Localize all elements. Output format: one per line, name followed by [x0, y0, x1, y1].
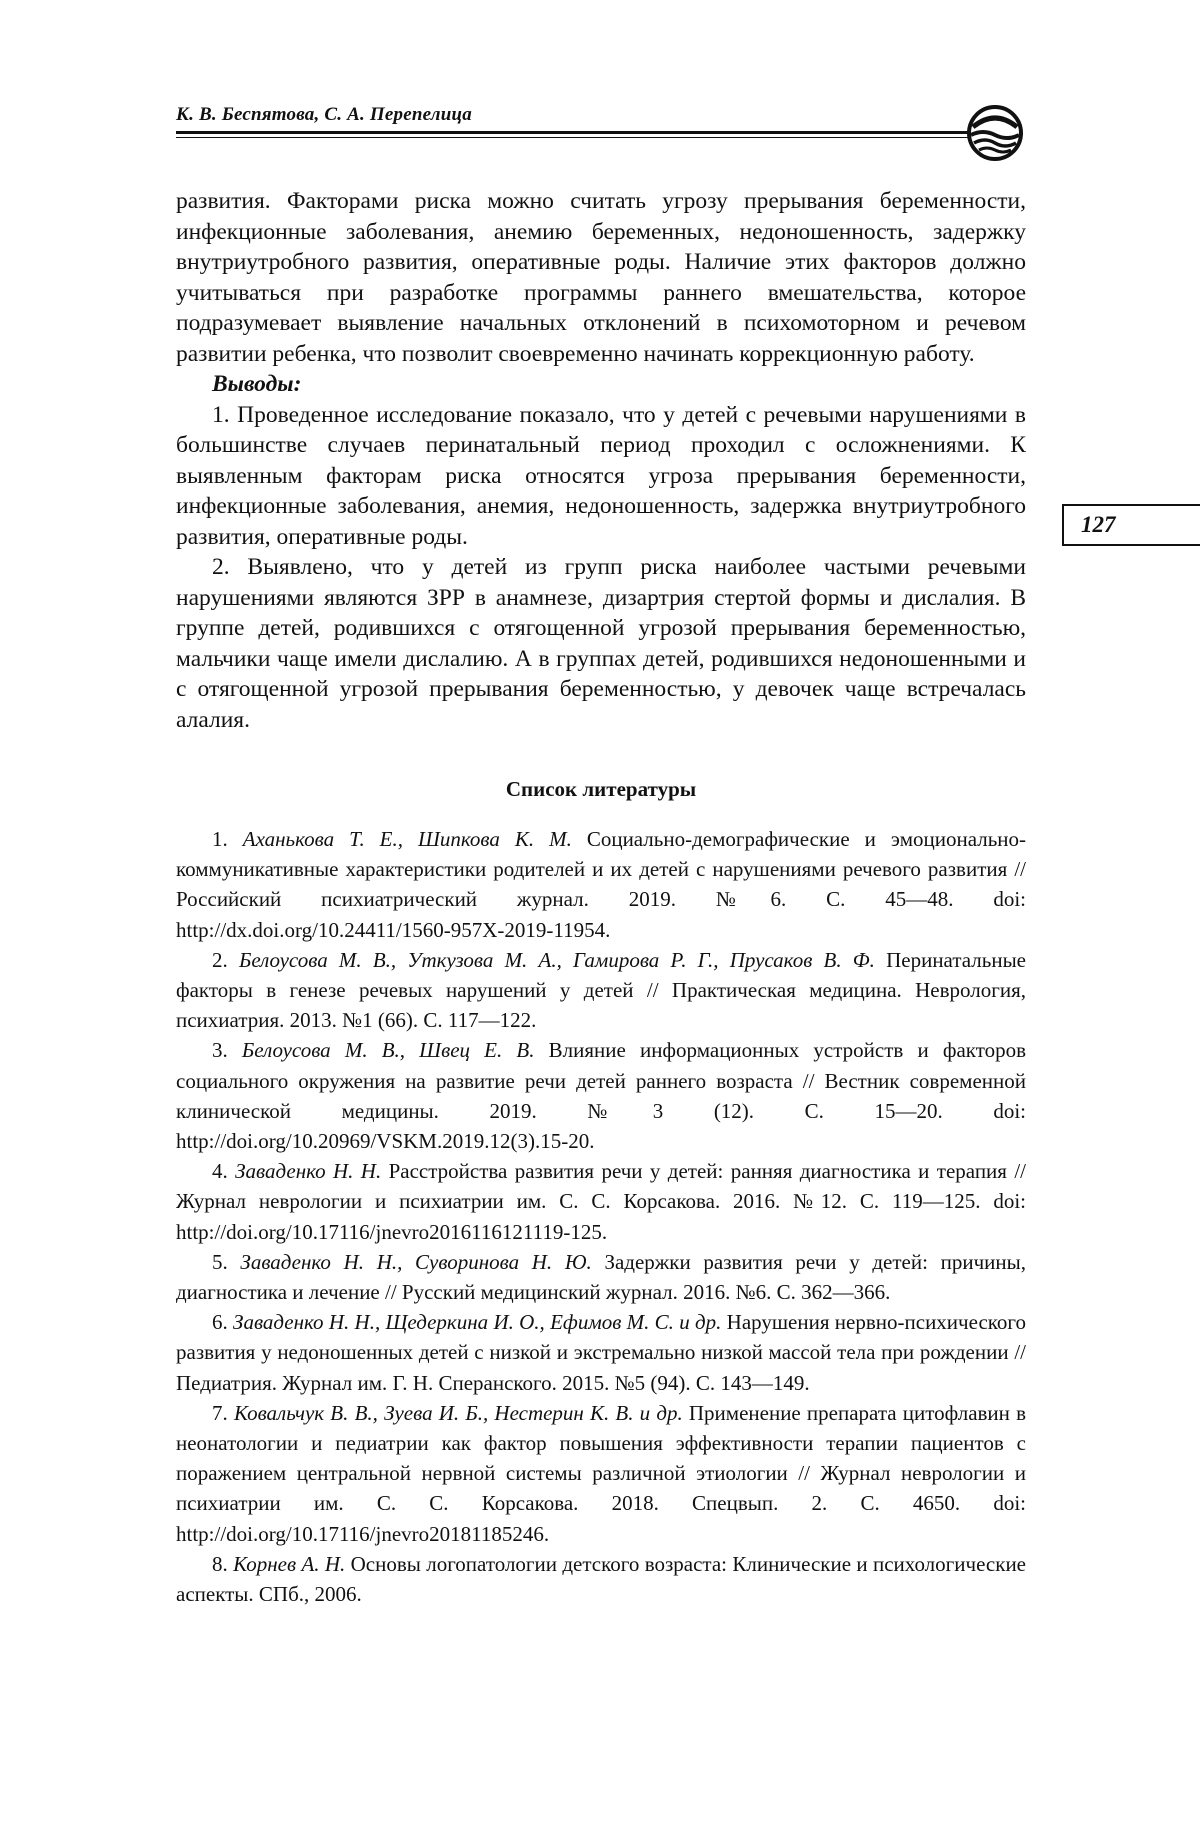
reference-text: Нарушения нервно-психического развития у недоношенных детей с низкой и экстремально низкой массой тела при рождении // Педиатрия. Журнал им. Г. Н. Сперанского. 2015. №5 (94). С. 143—149.: [176, 1310, 1027, 1395]
reference-text: Основы логопатологии детского возраста: Клинические и психологические аспекты. СПб., 2006.: [176, 1551, 1027, 1607]
reference-number: 8.: [212, 1551, 234, 1576]
reference-text: Расстройства развития речи у детей: ранняя диагностика и терапия // Журнал неврологии и психиатрии им. С. С. Корсакова. 2016. №12. С. 119—125. doi: http://doi.org/10.17116/jnevro2016116121119-125.: [176, 1159, 1026, 1244]
reference-number: 7.: [212, 1400, 234, 1425]
running-head: К. В. Беспятова, С. А. Перепелица: [176, 104, 472, 125]
reference-number: 3.: [212, 1038, 242, 1063]
reference-number: 1.: [212, 827, 243, 851]
references-list: [176, 824, 1026, 1609]
reference-item: [176, 1247, 1026, 1307]
main-column: [176, 186, 1026, 1609]
conclusion-item: 2. Выявлено, что у детей из групп риска наиболее частыми речевыми нарушениями являются ЗРР в анамнезе, дизартрия стертой формы и дислалия. В группе детей, родившихся с отягощенной угрозой прерывания беременностью, мальчики чаще имели дислалию. А в группах детей, родившихся недоношенными и с отягощенной угрозой прерывания беременностью, у девочек чаще встречалась алалия.: [176, 554, 1026, 733]
conclusions-heading: Выводы:: [212, 371, 302, 397]
references-title: Список литературы: [505, 777, 697, 801]
reference-text: Влияние информационных устройств и факторов социального окружения на развитие речи детей раннего возраста // Вестник современной клинической медицины. 2019. №3 (12). С. 15—20. doi: http://doi.org/10.20969/VSKM.2019.12(3).15-20.: [176, 1038, 1027, 1154]
reference-item: [176, 1549, 1026, 1609]
reference-authors: Белоусова М. В., Швец Е. В.: [241, 1038, 535, 1063]
page-number: 127: [1062, 504, 1200, 546]
reference-text: Применение препарата цитофлавин в неонатологии и педиатрии как фактор повышения эффективности терапии пациентов с поражением центральной нервной системы различной этиологии // Журнал неврологии и психиатрии им. С. С. Корсакова. 2018. Спецвып. 2. С. 4650. doi: http://doi.org/10.17116/jnevro20181185246.: [176, 1400, 1027, 1546]
header-rule-thin: [176, 137, 970, 138]
reference-item: [176, 1398, 1026, 1549]
body-text: [176, 186, 1026, 735]
reference-text: Задержки развития речи у детей: причины, диагностика и лечение // Русский медицинский журнал. 2016. №6. С. 362—366.: [176, 1249, 1026, 1305]
reference-authors: Белоусова М. В., Уткузова М. А., Гамирова Р. Г., Прусаков В. Ф.: [238, 947, 875, 972]
reference-number: 4.: [212, 1159, 236, 1184]
reference-item: [176, 1307, 1026, 1398]
reference-authors: Ковальчук В. В., Зуева И. Б., Нестерин К. В. и др.: [233, 1400, 683, 1425]
reference-number: 5.: [212, 1249, 241, 1274]
journal-logo-icon: [965, 103, 1025, 163]
paragraph: развития. Факторами риска можно считать угрозу прерывания беременности, инфекционные заболевания, анемию беременных, недоношенность, задержку внутриутробного развития, оперативные роды. Наличие этих факторов должно учитываться при разработке программы раннего вмешательства, которое подразумевает выявление начальных отклонений в психомоторном и речевом развитии ребенка, что позволит своевременно начинать коррекционную работу.: [176, 188, 1026, 367]
reference-item: [176, 945, 1026, 1036]
reference-item: [176, 824, 1026, 945]
reference-authors: Корнев А. Н.: [233, 1551, 346, 1576]
reference-number: 6.: [212, 1310, 234, 1335]
conclusion-item: 1. Проведенное исследование показало, что у детей с речевыми нарушениями в большинстве случаев перинатальный период проходил с осложнениями. К выявленным факторам риска относятся угроза прерывания беременности, инфекционные заболевания, анемия, недоношенность, задержка внутриутробного развития, оперативные роды.: [176, 401, 1026, 550]
reference-text: Социально-демографические и эмоционально-коммуникативные характеристики родителей и их детей с нарушениями речевого развития // Российский психиатрический журнал. 2019. №6. С. 45—48. doi: http://dx.doi.org/10.24411/1560-957X-2019-11954.: [176, 827, 1027, 942]
reference-authors: Заваденко Н. Н., Суворинова Н. Ю.: [240, 1249, 592, 1274]
reference-authors: Аханькова Т. Е., Шипкова К. М.: [242, 827, 572, 851]
reference-item: [176, 1156, 1026, 1247]
reference-text: Перинатальные факторы в генезе речевых нарушений у детей // Практическая медицина. Неврология, психиатрия. 2013. №1 (66). С. 117—122.: [176, 947, 1026, 1033]
reference-item: [176, 1035, 1026, 1156]
header-rule: [176, 131, 970, 134]
reference-authors: Заваденко Н. Н., Щедеркина И. О., Ефимов М. С. и др.: [233, 1310, 722, 1335]
reference-number: 2.: [212, 947, 239, 972]
reference-authors: Заваденко Н. Н.: [235, 1159, 382, 1184]
